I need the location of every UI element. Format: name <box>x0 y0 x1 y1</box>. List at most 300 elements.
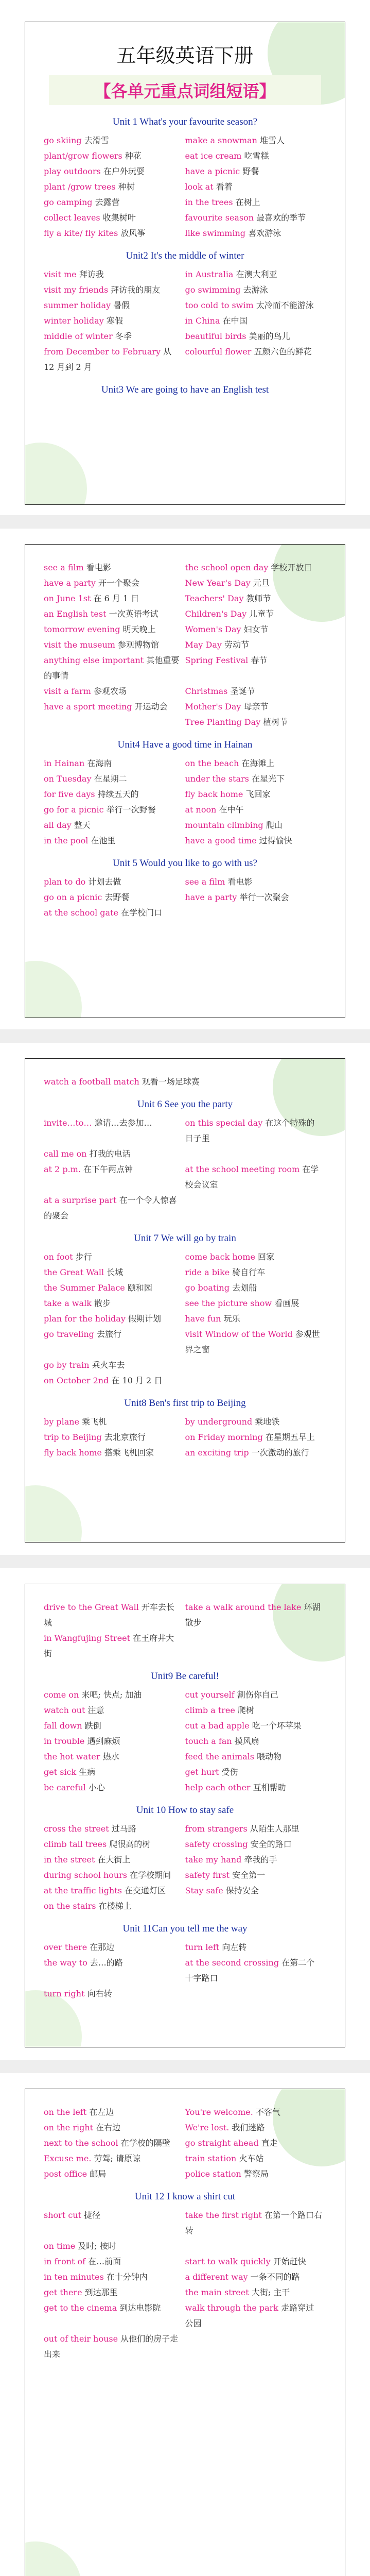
english-phrase: cross the street <box>44 1824 112 1834</box>
phrase-row <box>44 344 326 375</box>
phrase-row <box>44 591 326 606</box>
right-phrase <box>185 164 327 179</box>
chinese-meaning: 在树上 <box>235 197 260 207</box>
phrase-row <box>44 179 326 195</box>
chinese-meaning: 在中午 <box>219 805 244 815</box>
chinese-meaning: 其他重要的事情 <box>44 655 180 681</box>
chinese-meaning: 在…前面 <box>88 2257 121 2266</box>
chinese-meaning: 寒假 <box>106 316 123 326</box>
phrase-row <box>44 756 326 771</box>
left-phrase <box>44 2208 185 2223</box>
english-phrase: the main street <box>185 2287 252 2297</box>
green-circle-decoration <box>25 1485 82 1543</box>
phrase-line <box>44 1074 326 1090</box>
english-phrase: police station <box>185 2169 244 2179</box>
chinese-meaning: 暑假 <box>113 300 130 310</box>
english-phrase: We're lost. <box>185 2123 232 2132</box>
chinese-meaning: 开一个聚会 <box>98 578 140 588</box>
chinese-meaning: 在这个特殊的日子里 <box>185 1118 315 1143</box>
right-phrase <box>185 148 327 164</box>
english-phrase: the Summer Palace <box>44 1283 128 1293</box>
left-phrase <box>44 1280 185 1296</box>
english-phrase: in ten minutes <box>44 2272 107 2282</box>
chinese-meaning: 儿童节 <box>249 609 274 619</box>
phrase-row <box>44 560 326 575</box>
phrase-row <box>44 684 326 699</box>
english-phrase: at the school gate <box>44 908 121 918</box>
chinese-meaning: 圣诞节 <box>230 686 255 696</box>
left-phrase <box>44 1373 185 1388</box>
chinese-meaning: 参观世界之窗 <box>185 1329 320 1354</box>
phrase-row <box>44 226 326 241</box>
chinese-meaning: 去游泳 <box>243 285 268 295</box>
chinese-meaning: 捷径 <box>84 2210 101 2220</box>
right-phrase <box>185 1734 327 1749</box>
phrase-row <box>44 282 326 298</box>
section-body <box>44 1600 326 2002</box>
left-phrase <box>44 1883 185 1899</box>
unit-heading: Unit9 Be careful! <box>151 1671 219 1682</box>
english-phrase: summer holiday <box>44 300 114 310</box>
left-phrase <box>44 1837 185 1852</box>
english-phrase: Excuse me. <box>44 2154 94 2163</box>
chinese-meaning: 从 12 月到 2 月 <box>44 347 172 372</box>
right-phrase <box>185 1430 327 1445</box>
chinese-meaning: 跌倒 <box>84 1721 101 1731</box>
left-phrase <box>44 874 185 890</box>
chinese-meaning: 元旦 <box>253 578 270 588</box>
english-phrase: all day <box>44 820 74 830</box>
unit-heading: Unit2 It's the middle of winter <box>126 250 244 261</box>
english-phrase: Mother's Day <box>185 702 244 711</box>
chinese-meaning: 在星期二 <box>94 774 127 784</box>
chinese-meaning: 教师节 <box>246 594 271 603</box>
phrase-row <box>44 606 326 622</box>
english-phrase: on Tuesday <box>44 774 94 784</box>
english-phrase: get hurt <box>185 1767 222 1777</box>
left-phrase <box>44 1940 185 1955</box>
right-phrase <box>185 133 327 148</box>
english-phrase: invite…to… <box>44 1118 95 1128</box>
right-phrase <box>185 1600 327 1631</box>
section-content <box>25 22 345 396</box>
phrase-row <box>44 802 326 818</box>
english-phrase: get there <box>44 2287 85 2297</box>
phrase-row <box>44 890 326 905</box>
english-phrase: tomorrow evening <box>44 624 123 634</box>
english-phrase: mountain climbing <box>185 820 266 830</box>
left-phrase <box>44 2269 185 2285</box>
chinese-meaning: 看画展 <box>274 1298 299 1308</box>
english-phrase: at noon <box>185 805 219 815</box>
english-phrase: a different way <box>185 2272 251 2282</box>
chinese-meaning: 爬很高的树 <box>109 1839 151 1849</box>
phrase-row <box>44 1868 326 1883</box>
english-phrase: on October 2nd <box>44 1376 112 1385</box>
english-phrase: go boating <box>185 1283 233 1293</box>
english-phrase: plant/grow flowers <box>44 151 125 161</box>
left-phrase <box>44 905 185 921</box>
chinese-meaning: 在中国 <box>222 316 248 326</box>
phrase-row <box>44 329 326 344</box>
english-phrase: Christmas <box>185 686 231 696</box>
left-phrase <box>44 1311 185 1327</box>
right-phrase <box>185 1765 327 1780</box>
english-phrase: cut a bad apple <box>185 1721 252 1731</box>
right-phrase <box>185 771 327 787</box>
right-phrase <box>185 715 327 730</box>
left-phrase <box>44 684 185 699</box>
right-phrase <box>185 1249 327 1265</box>
right-phrase <box>185 1868 327 1883</box>
section-content <box>25 1584 345 2002</box>
right-phrase <box>185 1280 327 1296</box>
phrase-row <box>44 1955 326 1986</box>
english-phrase: an exciting trip <box>185 1448 252 1458</box>
chinese-meaning: 参观农场 <box>94 686 127 696</box>
left-phrase <box>44 1734 185 1749</box>
chinese-meaning: 放风筝 <box>120 228 146 238</box>
english-phrase: have fun <box>185 1314 224 1324</box>
english-phrase: on the beach <box>185 758 242 768</box>
left-phrase <box>44 1718 185 1734</box>
chinese-meaning: 在海南 <box>87 758 112 768</box>
right-phrase <box>185 802 327 818</box>
chinese-meaning: 拜访我的朋友 <box>111 285 161 295</box>
english-phrase: go straight ahead <box>185 2138 261 2148</box>
phrase-row <box>44 1115 326 1146</box>
left-phrase <box>44 653 185 684</box>
section-body <box>44 116 326 396</box>
chinese-meaning: 吃一个坏苹果 <box>252 1721 302 1731</box>
english-phrase: visit me <box>44 269 79 279</box>
english-phrase: go camping <box>44 197 95 207</box>
chinese-meaning: 在交通灯区 <box>125 1886 166 1895</box>
phrase-row <box>44 313 326 329</box>
left-phrase <box>44 1631 185 1662</box>
unit-heading: Unit 1 What's your favourite season? <box>112 116 258 127</box>
right-phrase <box>185 560 327 575</box>
english-phrase: see the picture show <box>185 1298 275 1308</box>
left-phrase <box>44 818 185 833</box>
english-phrase: on time <box>44 2241 78 2251</box>
unit-heading: Unit 6 See you the party <box>137 1099 233 1110</box>
phrase-row <box>44 1687 326 1703</box>
left-phrase <box>44 1899 185 1914</box>
right-phrase <box>185 1749 327 1765</box>
chinese-meaning: 收集树叶 <box>102 213 136 223</box>
chinese-meaning: 注意 <box>87 1705 104 1715</box>
english-phrase: in Wangfujing Street <box>44 1633 133 1643</box>
right-phrase <box>185 653 327 668</box>
phrase-row <box>44 2269 326 2285</box>
section-content <box>25 2089 345 2362</box>
phrase-row <box>44 1146 326 1162</box>
chinese-meaning: 遇到麻烦 <box>87 1736 120 1746</box>
left-phrase <box>44 1780 185 1795</box>
phrase-row <box>44 1373 326 1388</box>
unit-heading: Unit4 Have a good time in Hainan <box>117 739 253 750</box>
chinese-meaning: 美丽的鸟儿 <box>249 331 290 341</box>
phrase-row <box>44 1249 326 1265</box>
right-phrase <box>185 2208 327 2239</box>
chinese-meaning: 大街; 主干 <box>251 2287 290 2297</box>
chinese-meaning: 劳动节 <box>224 640 250 650</box>
english-phrase: take a walk around the lake <box>185 1602 304 1612</box>
phrase-row <box>44 1445 326 1461</box>
separator <box>0 1029 370 1043</box>
phrase-row <box>44 2105 326 2120</box>
chinese-meaning: 小心 <box>88 1783 105 1792</box>
left-phrase <box>44 1327 185 1342</box>
left-phrase <box>44 1703 185 1718</box>
english-phrase: anything else important <box>44 655 147 665</box>
chinese-meaning: 一次英语考试 <box>109 609 158 619</box>
right-phrase <box>185 874 327 890</box>
chinese-meaning: 去滑雪 <box>84 135 109 145</box>
right-phrase <box>185 329 327 344</box>
english-phrase: go traveling <box>44 1329 97 1339</box>
english-phrase: out of their house <box>44 2334 121 2344</box>
chinese-meaning: 春节 <box>251 655 268 665</box>
english-phrase: on the left <box>44 2107 90 2117</box>
chinese-meaning: 在星期五早上 <box>265 1432 315 1442</box>
english-phrase: go by train <box>44 1360 92 1370</box>
english-phrase: May Day <box>185 640 225 650</box>
left-phrase <box>44 133 185 148</box>
phrase-row <box>44 1280 326 1296</box>
english-phrase: at 2 p.m. <box>44 1164 83 1174</box>
chinese-meaning: 回家 <box>258 1252 275 1262</box>
left-phrase <box>44 2105 185 2120</box>
left-phrase <box>44 1955 185 1971</box>
chinese-meaning: 堆雪人 <box>260 135 285 145</box>
english-phrase: be careful <box>44 1783 89 1792</box>
chinese-meaning: 向右转 <box>87 1989 112 1998</box>
english-phrase: trip to Beijing <box>44 1432 104 1442</box>
english-phrase: at the second crossing <box>185 1958 282 1968</box>
left-phrase <box>44 195 185 210</box>
right-phrase <box>185 1718 327 1734</box>
phrase-row <box>44 575 326 591</box>
phrase-row <box>44 1765 326 1780</box>
phrase-row <box>44 133 326 148</box>
right-phrase <box>185 818 327 833</box>
english-phrase: Tree Planting Day <box>185 717 263 727</box>
chinese-meaning: 在左边 <box>89 2107 114 2117</box>
phrase-row <box>44 2208 326 2239</box>
right-phrase <box>185 2166 327 2182</box>
chinese-meaning: 在学校会议室 <box>185 1164 319 1190</box>
chinese-meaning: 计划去做 <box>88 877 121 887</box>
separator <box>0 515 370 529</box>
right-phrase <box>185 2285 327 2300</box>
english-phrase: the way to <box>44 1958 90 1968</box>
unit-heading: Unit8 Ben's first trip to Beijing <box>124 1398 246 1409</box>
left-phrase <box>44 622 185 637</box>
english-phrase: watch out <box>44 1705 88 1715</box>
left-phrase <box>44 344 185 375</box>
left-phrase <box>44 833 185 849</box>
english-phrase: on foot <box>44 1252 76 1262</box>
left-phrase <box>44 1414 185 1430</box>
english-phrase: under the stars <box>185 774 252 784</box>
english-phrase: help each other <box>185 1783 253 1792</box>
phrase-row <box>44 1837 326 1852</box>
english-phrase: for five days <box>44 789 98 799</box>
phrase-row <box>44 1734 326 1749</box>
chinese-meaning: 去旅行 <box>96 1329 121 1339</box>
phrase-row <box>44 2300 326 2331</box>
left-phrase <box>44 148 185 164</box>
right-phrase <box>185 1837 327 1852</box>
english-phrase: on this special day <box>185 1118 266 1128</box>
english-phrase: on the right <box>44 2123 96 2132</box>
english-phrase: have a picnic <box>185 166 243 176</box>
english-phrase: during school hours <box>44 1870 130 1880</box>
left-phrase <box>44 1430 185 1445</box>
left-phrase <box>44 267 185 282</box>
english-phrase: by underground <box>185 1417 255 1427</box>
right-phrase <box>185 298 327 313</box>
chinese-meaning: 种树 <box>118 182 135 192</box>
right-phrase <box>185 2105 327 2120</box>
chinese-meaning: 明天晚上 <box>122 624 156 634</box>
left-phrase <box>44 2331 185 2362</box>
left-phrase <box>44 1193 185 1224</box>
english-phrase: the Great Wall <box>44 1267 107 1277</box>
english-phrase: in China <box>185 316 223 326</box>
phrase-row <box>44 2331 326 2362</box>
right-phrase <box>185 1703 327 1718</box>
english-phrase: Stay safe <box>185 1886 226 1895</box>
left-phrase <box>44 329 185 344</box>
chinese-meaning: 在十分钟内 <box>106 2272 148 2282</box>
right-phrase <box>185 833 327 849</box>
right-phrase <box>185 1414 327 1430</box>
chinese-meaning: 妇女节 <box>243 624 269 634</box>
chinese-meaning: 在学校期间 <box>130 1870 171 1880</box>
chinese-meaning: 在那边 <box>90 1942 115 1952</box>
page-title: 五年级英语下册 <box>116 44 254 67</box>
chinese-meaning: 过得愉快 <box>259 836 292 845</box>
english-phrase: get sick <box>44 1767 79 1777</box>
right-phrase <box>185 1955 327 1986</box>
chinese-meaning: 劳驾; 请原谅 <box>94 2154 141 2163</box>
green-circle-decoration <box>25 961 82 1018</box>
english-phrase: in the trees <box>185 197 236 207</box>
chinese-meaning: 在学校门口 <box>121 908 163 918</box>
english-phrase: at the traffic lights <box>44 1886 125 1895</box>
left-phrase <box>44 1265 185 1280</box>
chinese-meaning: 来吧; 快点; 加油 <box>81 1690 142 1700</box>
right-phrase <box>185 787 327 802</box>
english-phrase: beautiful birds <box>185 331 249 341</box>
right-phrase <box>185 1687 327 1703</box>
english-phrase: start to walk quickly <box>185 2257 273 2266</box>
english-phrase: Children's Day <box>185 609 250 619</box>
chinese-meaning: 一条不同的路 <box>250 2272 300 2282</box>
right-phrase <box>185 1445 327 1461</box>
chinese-meaning: 看电影 <box>227 877 253 887</box>
english-phrase: call me on <box>44 1149 90 1159</box>
english-phrase: fly back home <box>44 1448 104 1458</box>
left-phrase <box>44 313 185 329</box>
left-phrase <box>44 179 185 195</box>
english-phrase: next to the school <box>44 2138 121 2148</box>
left-phrase <box>44 164 185 179</box>
chinese-meaning: 在右边 <box>96 2123 121 2132</box>
right-phrase <box>185 1780 327 1795</box>
left-phrase <box>44 2285 185 2300</box>
phrase-row <box>44 2120 326 2136</box>
english-phrase: on the stairs <box>44 1901 99 1911</box>
chinese-meaning: 牵我的手 <box>244 1855 277 1865</box>
left-phrase <box>44 1600 185 1631</box>
english-phrase: take a walk <box>44 1298 94 1308</box>
english-phrase: on Friday morning <box>185 1432 266 1442</box>
chinese-meaning: 举行一次聚会 <box>239 892 289 902</box>
english-phrase: Teachers' Day <box>185 594 246 603</box>
chinese-meaning: 飞回家 <box>245 789 271 799</box>
left-phrase <box>44 2166 185 2182</box>
right-phrase <box>185 267 327 282</box>
english-phrase: ride a bike <box>185 1267 233 1277</box>
english-phrase: get to the cinema <box>44 2303 120 2313</box>
phrase-row <box>44 874 326 890</box>
chinese-meaning: 我们迷路 <box>232 2123 265 2132</box>
phrase-row <box>44 164 326 179</box>
phrase-row <box>44 1821 326 1837</box>
chinese-meaning: 割伤你自己 <box>237 1690 278 1700</box>
right-phrase <box>185 1852 327 1868</box>
english-phrase: like swimming <box>185 228 249 238</box>
phrase-row <box>44 905 326 921</box>
chinese-meaning: 五颜六色的鲜花 <box>254 347 312 357</box>
right-phrase <box>185 606 327 622</box>
phrase-row <box>44 1358 326 1373</box>
english-phrase: visit my friends <box>44 285 111 295</box>
left-phrase <box>44 756 185 771</box>
english-phrase: have a party <box>44 578 99 588</box>
english-phrase: New Year's Day <box>185 578 253 588</box>
right-phrase <box>185 1265 327 1280</box>
english-phrase: at a surprise part <box>44 1195 119 1205</box>
unit-heading: Unit 10 How to stay safe <box>136 1805 234 1816</box>
worksheet-card-2 <box>25 544 345 1018</box>
phrase-row <box>44 622 326 637</box>
english-phrase: make a snowman <box>185 135 260 145</box>
english-phrase: have a sport meeting <box>44 702 135 711</box>
right-phrase <box>185 195 327 210</box>
phrase-row <box>44 715 326 730</box>
english-phrase: too cold to swim <box>185 300 256 310</box>
english-phrase: play outdoors <box>44 166 103 176</box>
chinese-meaning: 保持安全 <box>225 1886 259 1895</box>
left-phrase <box>44 1986 185 2002</box>
phrase-row <box>44 1749 326 1765</box>
left-phrase <box>44 2136 185 2151</box>
left-phrase <box>44 298 185 313</box>
chinese-meaning: 在 6 月 1 日 <box>93 594 139 603</box>
right-phrase <box>185 282 327 298</box>
right-phrase <box>185 2269 327 2285</box>
left-phrase <box>44 1249 185 1265</box>
chinese-meaning: 在澳大利亚 <box>236 269 277 279</box>
left-phrase <box>44 210 185 226</box>
chinese-meaning: 最喜欢的季节 <box>256 213 306 223</box>
chinese-meaning: 在户外玩耍 <box>103 166 145 176</box>
